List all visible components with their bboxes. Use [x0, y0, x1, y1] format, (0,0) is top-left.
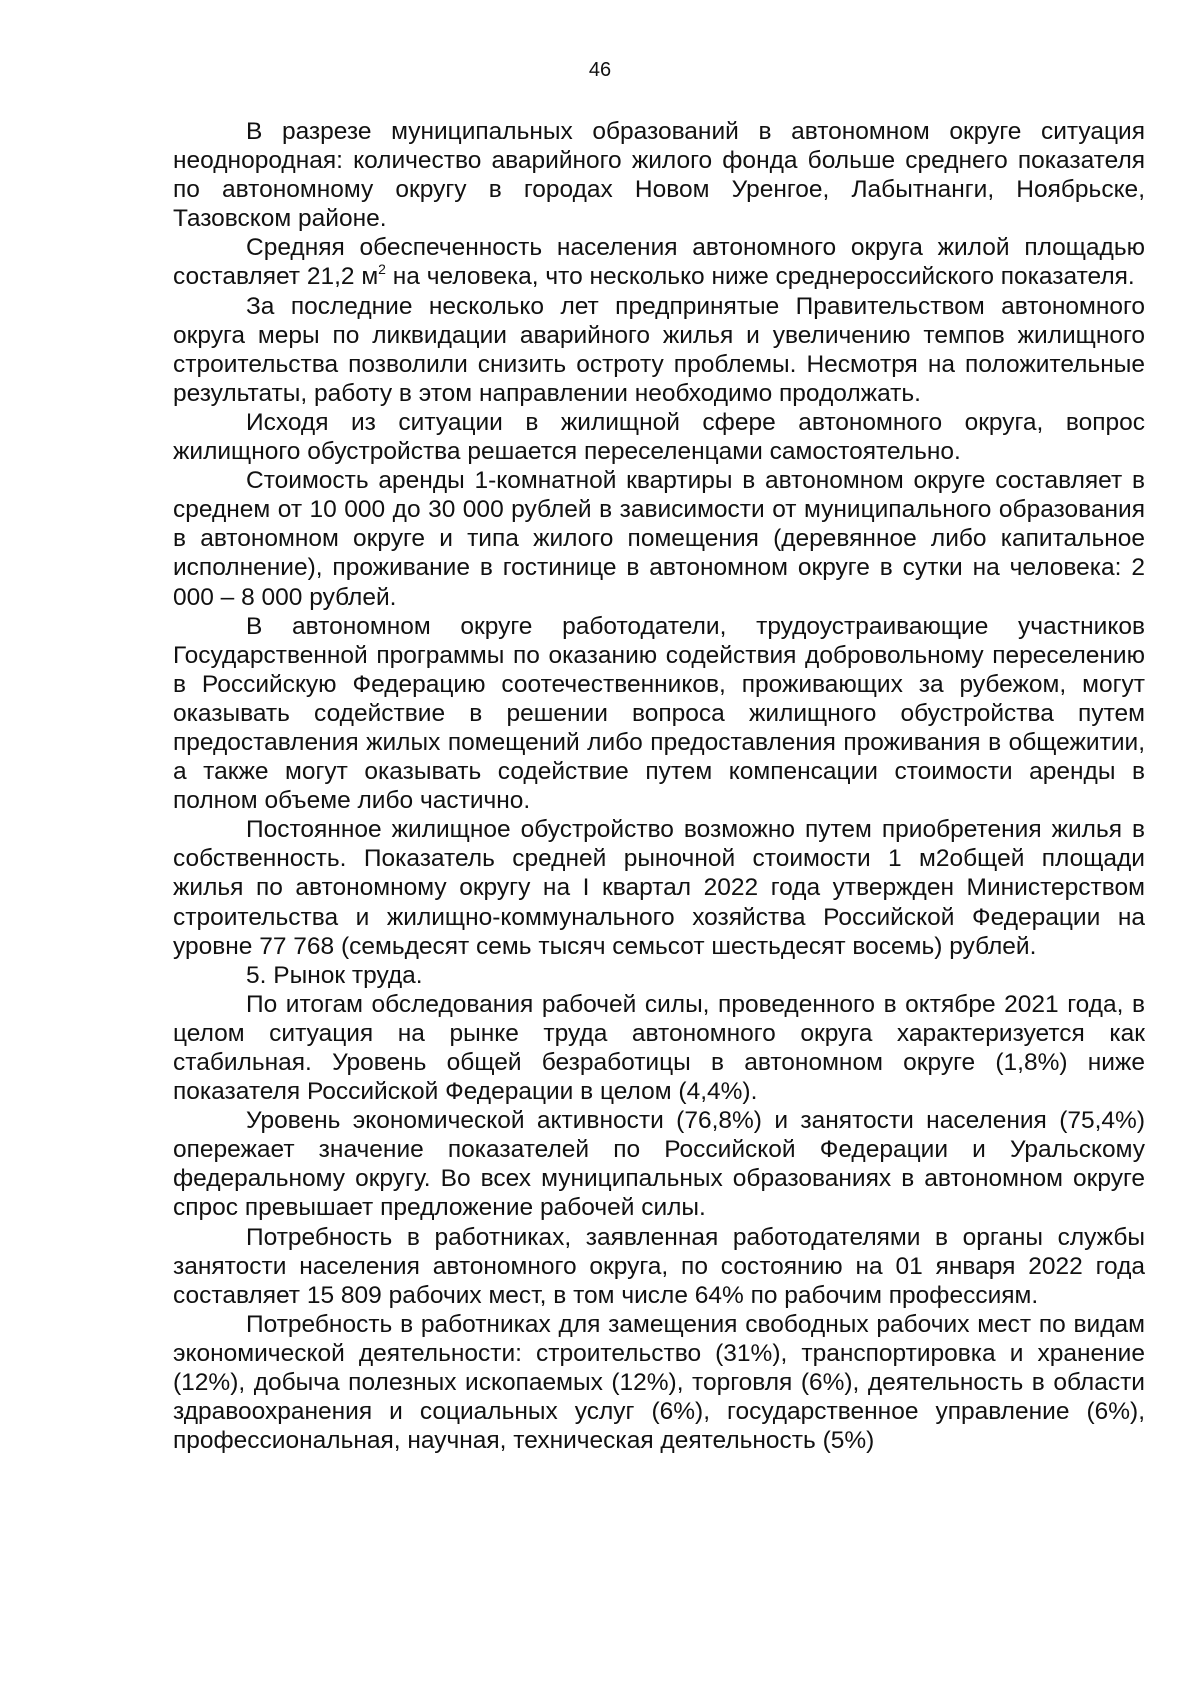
page-number: 46 [588, 59, 612, 81]
paragraph-4: Исходя из ситуации в жилищной сфере автономного округа, вопрос жилищного обустройства решается переселенцами самостоятельно. [173, 408, 1145, 466]
paragraph-10: Уровень экономической активности (76,8%) и занятости населения (75,4%) опережает значение показателей по Российской Федерации и Уральскому федеральному округу. Во всех муниципальных образованиях в автономном округе спрос превышает предложение рабочей силы. [173, 1107, 1145, 1222]
paragraph-11: Потребность в работниках, заявленная работодателями в органы службы занятости населения автономного округа, по состоянию на 01 января 2022 года составляет 15 809 рабочих мест, в том числе 64% по рабочим профессиям. [173, 1223, 1145, 1309]
paragraph-5: Стоимость аренды 1-комнатной квартиры в автономном округе составляет в среднем от 10 000 до 30 000 рублей в зависимости от муниципального образования в автономном округе и типа жилого помещения (деревянное либо капитальное исполнение), проживание в гостинице в автономном округе в сутки на человека: 2 000 – 8 000 рублей. [173, 467, 1145, 611]
paragraph-7: Постоянное жилищное обустройство возможно путем приобретения жилья в собственность. Показатель средней рыночной стоимости 1 м2общей площади жилья по автономному округу на I квартал 2022 года утвержден Министерством строительства и жилищно-коммунального хозяйства Российской Федерации на уровне 77 768 (семьдесят семь тысяч семьсот шестьдесят восемь) рублей. [173, 816, 1145, 960]
paragraph-3: За последние несколько лет предпринятые Правительством автономного округа меры по ликвидации аварийного жилья и увеличению темпов жилищного строительства позволили снизить остроту проблемы. Несмотря на положительные результаты, работу в этом направлении необходимо продолжать. [173, 292, 1145, 407]
paragraph-2 [173, 233, 1145, 291]
section-heading-labor-market: 5. Рынок труда. [246, 961, 423, 989]
paragraph-6: В автономном округе работодатели, трудоустраивающие участников Государственной программы по оказанию содействия добровольному переселению в Российскую Федерацию соотечественников, проживающих за рубежом, могут оказывать содействие в решении вопроса жилищного обустройства путем предоставления жилых помещений либо предоставления проживания в общежитии, а также могут оказывать содействие путем компенсации стоимости аренды в полном объеме либо частично. [173, 612, 1145, 815]
document-body [173, 117, 1145, 1455]
paragraph-1: В разрезе муниципальных образований в автономном округе ситуация неоднородная: количество аварийного жилого фонда больше среднего показателя по автономному округу в городах Новом Уренгое, Лабытнанги, Ноябрьске, Тазовском районе. [173, 118, 1145, 233]
paragraph-12: Потребность в работниках для замещения свободных рабочих мест по видам экономической деятельности: строительство (31%), транспортировка и хранение (12%), добыча полезных ископаемых (12%), торговля (6%), деятельность в области здравоохранения и социальных услуг (6%), государственное управление (6%), профессиональная, научная, техническая деятельность (5%) [173, 1310, 1145, 1455]
paragraph-2-text-start: Средняя обеспеченность населения автономного округа жилой площадью составляет 21,2 м [173, 234, 1145, 291]
paragraph-9: По итогам обследования рабочей силы, проведенного в октябре 2021 года, в целом ситуация на рынке труда автономного округа характеризуется как стабильная. Уровень общей безработицы в автономном округе (1,8%) ниже показателя Российской Федерации в целом (4,4%). [173, 990, 1145, 1106]
unit-exponent: 2 [378, 261, 386, 278]
paragraph-2-text-end: на человека, что несколько ниже среднероссийского показателя. [385, 263, 1135, 291]
